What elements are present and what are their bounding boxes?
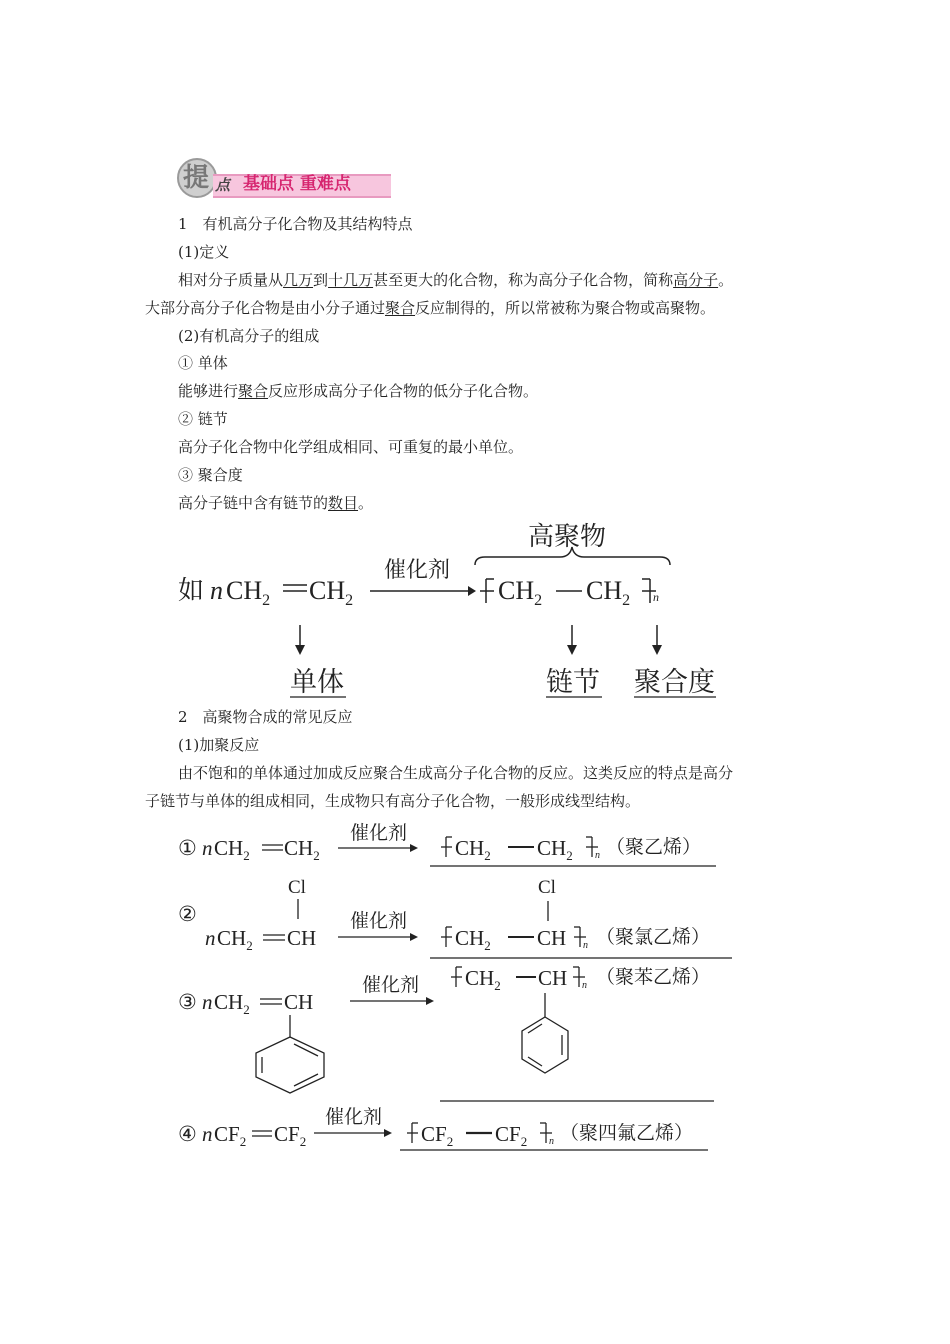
bracket-left xyxy=(480,579,494,603)
svg-text:CF2: $CF_2$ xyxy=(274,1122,307,1149)
reaction-3-catalyst: 催化剂 xyxy=(362,975,420,996)
reaction-1-name: （聚乙烯） xyxy=(606,837,702,858)
svg-text:CH2: $CH_2$ xyxy=(537,836,573,863)
blank-answer: 数目 xyxy=(328,494,359,512)
svg-text:CH2: $CH_2$ xyxy=(465,966,501,993)
svg-text:CH: CH xyxy=(538,966,568,990)
section-badge xyxy=(177,158,392,200)
reaction-2-cl: Cl xyxy=(288,877,306,898)
blank-answer: 几万 xyxy=(283,271,314,289)
blank-answer: 聚合 xyxy=(238,382,269,400)
polymer-structure-diagram xyxy=(0,515,950,705)
svg-text:n: n xyxy=(202,1122,213,1146)
benzene-ring-product-icon xyxy=(522,1017,568,1073)
definition-line-2: 大部分高分子化合物是由小分子通过聚合反应制得的，所以常被称为聚合物或高聚物。 xyxy=(145,299,716,317)
label-chain-unit: 链节 xyxy=(546,667,600,697)
subheading-definition: (1)定义 xyxy=(178,243,230,261)
chain-unit-text: 高分子化合物中化学组成相同、可重复的最小单位。 xyxy=(178,438,524,456)
reaction-1-n: n xyxy=(202,836,213,860)
reaction-2-catalyst: 催化剂 xyxy=(350,911,408,932)
reaction-1-catalyst: 催化剂 xyxy=(350,823,408,844)
section-2-heading: 2 高聚物合成的常见反应 xyxy=(178,708,353,726)
svg-text:CH2: $CH_2$ xyxy=(217,926,253,953)
badge-char: 提 xyxy=(183,163,210,193)
page-title: 基础点 重难点 xyxy=(243,174,351,194)
subscript-n: n xyxy=(653,590,659,604)
degree-text: 高分子链中含有链节的数目。 xyxy=(178,494,374,512)
blank-answer: 高分子 xyxy=(673,271,719,289)
blank-answer: 聚合 xyxy=(385,299,416,317)
double-bond xyxy=(283,585,307,591)
svg-text:CH: CH xyxy=(287,926,317,950)
item-degree: ③ 聚合度 xyxy=(178,466,243,484)
reaction-2-product-cl: Cl xyxy=(538,877,556,898)
catalyst-label: 催化剂 xyxy=(384,557,451,582)
unit-formula-a: $CH_2$ xyxy=(498,576,543,609)
definition-line-1: 相对分子质量从几万到十几万甚至更大的化合物，称为高分子化合物，简称高分子。 xyxy=(178,271,734,289)
svg-text:n: n xyxy=(595,850,600,861)
svg-text:CF2: $CF_2$ xyxy=(214,1122,247,1149)
reaction-3-name: （聚苯乙烯） xyxy=(596,967,711,988)
label-polymer: 高聚物 xyxy=(528,522,607,551)
monomer-formula-b: $CH_2$ xyxy=(309,576,354,609)
svg-text:CH2: $CH_2$ xyxy=(455,836,491,863)
svg-text:CH2: $CH_2$ xyxy=(455,926,491,953)
reaction-4 xyxy=(178,1106,708,1150)
reaction-2 xyxy=(178,877,732,958)
label-monomer: 单体 xyxy=(290,667,344,697)
reaction-arrow xyxy=(370,586,476,596)
reaction-2-name: （聚氯乙烯） xyxy=(596,927,711,948)
reaction-1 xyxy=(178,822,716,866)
subheading-addition-polymerization: (1)加聚反应 xyxy=(178,736,260,754)
unit-formula-b: $CH_2$ xyxy=(586,576,631,609)
down-arrow-degree xyxy=(652,625,662,655)
reaction-3-number: ③ xyxy=(178,990,197,1014)
svg-text:n: n xyxy=(205,926,216,950)
blank-answer: 十几万 xyxy=(328,271,374,289)
reaction-4-number: ④ xyxy=(178,1122,197,1146)
addition-desc-line-2: 子链节与单体的组成相同，生成物只有高分子化合物，一般形成线型结构。 xyxy=(145,792,641,810)
addition-desc-line-1: 由不饱和的单体通过加成反应聚合生成高分子化合物的反应。这类反应的特点是高分 xyxy=(178,764,734,782)
down-arrow-monomer xyxy=(295,625,305,655)
item-chain-unit: ② 链节 xyxy=(178,410,228,428)
svg-text:n: n xyxy=(202,990,213,1014)
svg-text:CH2: $CH_2$ xyxy=(284,836,320,863)
svg-text:CH: CH xyxy=(284,990,314,1014)
badge-char2: 点 xyxy=(215,176,231,194)
reaction-1-number: ① xyxy=(178,836,197,860)
reaction-2-number: ② xyxy=(178,902,197,926)
svg-text:n: n xyxy=(583,940,588,951)
section-1-heading: 1 有机高分子化合物及其结构特点 xyxy=(178,215,413,233)
subheading-composition: (2)有机高分子的组成 xyxy=(178,327,320,345)
svg-text:CF2: $CF_2$ xyxy=(495,1122,528,1149)
item-monomer: ① 单体 xyxy=(178,354,228,372)
coefficient-n: n xyxy=(210,576,223,605)
monomer-formula-a: $CH_2$ xyxy=(226,576,271,609)
reaction-list xyxy=(0,815,950,1165)
svg-text:n: n xyxy=(549,1136,554,1147)
label-degree: 聚合度 xyxy=(634,667,715,697)
prefix-ru: 如 xyxy=(178,576,205,605)
benzene-ring-icon xyxy=(256,1037,324,1093)
svg-text:CF2: $CF_2$ xyxy=(421,1122,454,1149)
svg-text:n: n xyxy=(582,980,587,991)
svg-text:CH: CH xyxy=(537,926,567,950)
reaction-4-catalyst: 催化剂 xyxy=(325,1107,383,1128)
reaction-4-name: （聚四氟乙烯） xyxy=(560,1123,694,1144)
brace xyxy=(475,547,670,565)
down-arrow-unit xyxy=(567,625,577,655)
monomer-text: 能够进行聚合反应形成高分子化合物的低分子化合物。 xyxy=(178,382,539,400)
svg-text:CH2: $CH_2$ xyxy=(214,836,250,863)
reaction-3 xyxy=(178,966,714,1101)
svg-text:CH2: $CH_2$ xyxy=(214,990,250,1017)
